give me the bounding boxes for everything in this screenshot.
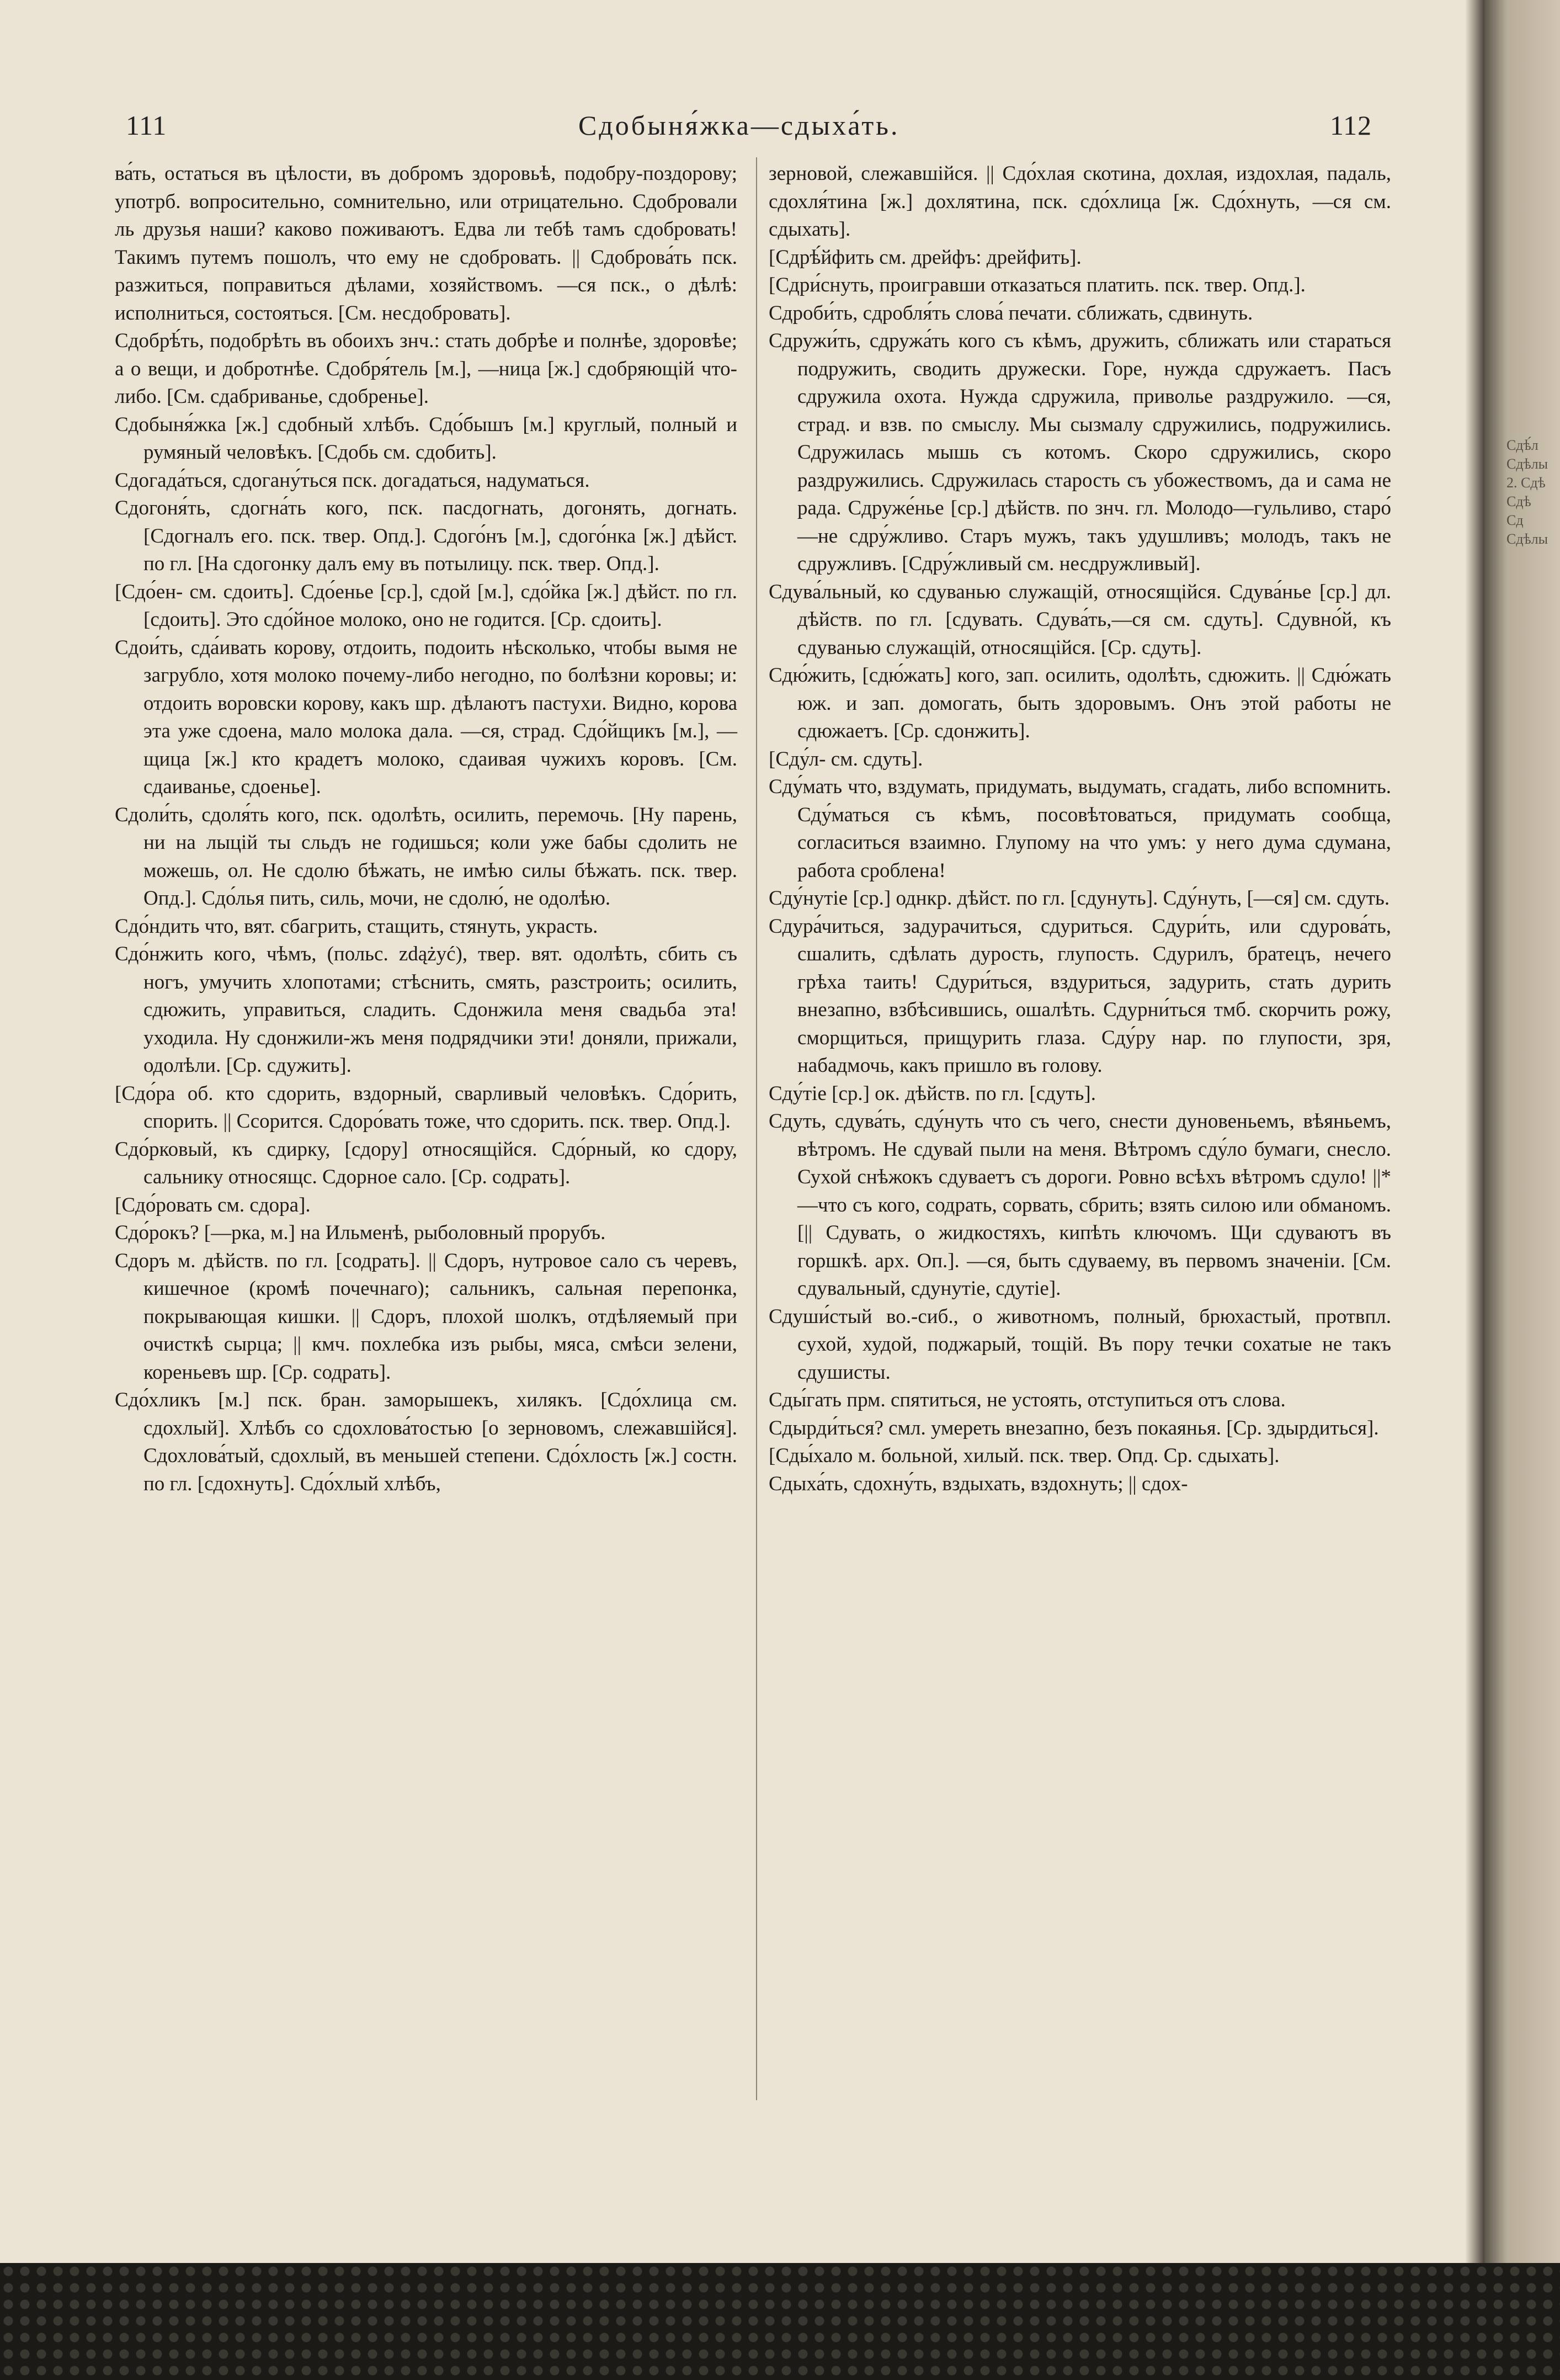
dictionary-entry: [Сдо́ен- см. сдоить]. Сдо́енье [ср.], сдой [м.], сдо́йка [ж.] дѣйст. по гл. [сдоить]. Это сдо́йное молоко, оно не годится. [Ср. сдоить]. [115, 580, 737, 631]
dictionary-entry: Сдуть, сдува́ть, сду́нуть что съ чего, снести дуновеньемъ, вѣяньемъ, вѣтромъ. Не сдувай пыли на меня. Вѣтромъ сду́ло бумаги, снесло. Сухой снѣжокъ сдуваетъ съ дороги. Ровно всѣхъ вѣтромъ сдуло! ||*—что съ кого, содрать, сорвать, сбрить; взять силою или обманомъ. [|| Сдувать, о жидкостяхъ, кипѣть ключомъ. Щи сдуваютъ въ горшкѣ. арх. Оп.]. —ся, быть сдуваему, въ первомъ значеніи. [См. сдувальный, сдунутіе, сдутіе]. [769, 1110, 1391, 1300]
dictionary-entry: [Сды́хало м. больной, хилый. пск. твер. Опд. Ср. сдыхать]. [769, 1444, 1280, 1467]
dictionary-entry: ва́ть, остаться въ цѣлости, въ добромъ здоровьѣ, подобру-поздорову; употрб. вопросительно, сомнительно, или отрицательно. Сдобровали ль друзья наши? каково поживаютъ. Едва ли тебѣ тамъ сдобровать! Такимъ путемъ пошолъ, что ему не сдобровать. || Сдоброва́ть пск. разжиться, поправиться дѣлами, хозяйствомъ. —ся пск., о дѣлѣ: исполниться, состояться. [См. несдобровать]. [115, 162, 737, 325]
dictionary-entry: Сдружи́ть, сдружа́ть кого съ кѣмъ, дружить, сближать или стараться подружить, сводить дружески. Горе, нужда сдружаетъ. Пасъ сдружила охота. Нужда сдружила, приволье раздружило. —ся, страд. и взв. по смыслу. Мы сызмалу сдружились, подружились. Сдружилась мышь съ котомъ. Скоро сдружились, скоро раздружились. Сдружилась старость съ убожествомъ, да и сама не рада. Сдруже́нье [ср.] дѣйств. по знч. гл. Молодо—гульливо, старо́—не сдру́жливо. Старъ мужъ, такъ удушливъ; молодъ, такъ не сдружливъ. [Сдру́жливый см. несдружливый]. [769, 330, 1391, 575]
dictionary-entry: Сдо́рковый, къ сдирку, [сдору] относящійся. Сдо́рный, ко сдору, сальнику относящс. Сдорное сало. [Ср. содрать]. [115, 1138, 737, 1188]
dictionary-entry: Сдырди́ться? смл. умереть внезапно, безъ покаянья. [Ср. здырдиться]. [769, 1416, 1379, 1439]
dictionary-entry: Сдо́нжить кого, чѣмъ, (польс. zdążyć), твер. вят. одолѣть, сбить съ ногъ, умучить хлопотами; стѣснить, смять, разстроить; осилить, сдюжить, управиться, сладить. Сдонжила меня свадьба эта! уходила. Ну сдонжили-жъ меня подрядчики эти! доняли, прижали, одолѣли. [Ср. сдужить]. [115, 943, 737, 1077]
dictionary-entry: [Сдрѣ́йфить см. дрейфъ: дрейфить]. [769, 246, 1082, 269]
dictionary-entry: Сдоръ м. дѣйств. по гл. [содрать]. || Сдоръ, нутровое сало съ черевъ, кишечное (кромѣ почечнаго); сальникъ, сальная перепонка, покрывающая кишки. || Сдоръ, плохой шолкъ, отдѣляемый при очисткѣ сырца; || кмч. похлебка изъ рыбы, мяса, смѣси зелени, кореньевъ шр. [Ср. содрать]. [115, 1249, 737, 1384]
dictionary-entry: Сды́гать прм. спятиться, не устоять, отступиться отъ слова. [769, 1389, 1286, 1411]
next-page-text-line: Сдѣлы [1506, 456, 1548, 472]
dictionary-entry: Сдогада́ться, сдогану́ться пск. догадаться, надуматься. [115, 469, 590, 492]
dictionary-entry: Сду́нутіе [ср.] однкр. дѣйст. по гл. [сдунуть]. Сду́нуть, [—ся] см. сдуть. [769, 887, 1390, 910]
dictionary-entry: Сдыха́ть, сдохну́ть, вздыхать, вздохнуть; || сдох- [769, 1472, 1188, 1495]
next-page-text-line: Сдѣ́л [1506, 437, 1538, 453]
next-page-text-line: Сд [1506, 512, 1524, 528]
dictionary-entry: Сдура́читься, задурачиться, сдуриться. Сдури́ть, или сдурова́ть, сшалить, сдѣлать дурость, глупость. Сдурилъ, братецъ, нечего грѣха таить! Сдури́ться, вздуриться, задурить, стать дурить внезапно, взбѣсившись, ошалѣть. Сдурни́ться тмб. скорчить рожу, сморщиться, прищурить глаза. Сду́ру нар. по глупости, зря, набадмочь, какъ пришло въ голову. [769, 915, 1391, 1077]
dictionary-entry: зерновой, слежавшійся. || Сдо́хлая скотина, дохлая, издохлая, падаль, сдохля́тина [ж.] дохлятина, пск. сдо́хлица [ж. Сдо́хнуть, —ся см. сдыхать]. [769, 162, 1391, 241]
dictionary-entry: [Сдо́ровать см. сдора]. [115, 1193, 311, 1216]
page-title: Сдобыня́жка—сдыха́ть. [578, 110, 900, 141]
next-page-text-line: Сдѣ [1506, 493, 1531, 509]
next-page-edge [1484, 0, 1560, 2263]
scanner-background [0, 2263, 1560, 2380]
book-gutter [1465, 0, 1484, 2263]
page-number-right: 112 [1330, 110, 1372, 141]
dictionary-entry: Сдобрѣ́ть, подобрѣть въ обоихъ знч.: стать добрѣе и полнѣе, здоровѣе; а о вещи, и добротнѣе. Сдобря́тель [м.], —ница [ж.] сдобряющій что-либо. [См. сдабриванье, сдобренье]. [115, 330, 737, 408]
column-divider [756, 157, 757, 2100]
next-page-text-line: 2. Сдѣ [1506, 475, 1546, 491]
left-column [115, 160, 737, 1498]
dictionary-entry: Сдю́жить, [сдю́жать] кого, зап. осилить, одолѣть, сдюжить. || Сдю́жать юж. и зап. домогать, быть здоровымъ. Онъ этой работы не сдюжаетъ. [Ср. сдонжить]. [769, 664, 1391, 742]
dictionary-entry: Сдроби́ть, сдробля́ть слова́ печати. сближать, сдвинуть. [769, 301, 1253, 325]
dictionary-entry: [Сду́л- см. сдуть]. [769, 747, 923, 771]
dictionary-entry: Сдо́хликъ [м.] пск. бран. заморышекъ, хилякъ. [Сдо́хлица см. сдохлый]. Хлѣбъ со сдохлова́тостью [о зерновомъ, слежавшійся]. Сдохлова́тый, сдохлый, въ меньшей степени. Сдо́хлость [ж.] состн. по гл. [сдохнуть]. Сдо́хлый хлѣбъ, [115, 1389, 737, 1495]
dictionary-entry: Сдогоня́ть, сдогна́ть кого, пск. пасдогнать, догонять, догнать. [Сдогналъ его. пск. твер. Опд.]. Сдого́нъ [м.], сдого́нка [ж.] дѣйст. по гл. [На сдогонку далъ ему въ потылицу. пск. твер. Опд.]. [115, 497, 737, 575]
dictionary-entry: Сдои́ть, сда́ивать корову, отдоить, подоить нѣсколько, чтобы вымя не загрубло, хотя молоко почему-либо негодно, по болѣзни коровы; и: отдоить воровски корову, какъ шр. дѣлаютъ пастухи. Видно, корова эта уже сдоена, мало молока дала. —ся, страд. Сдо́йщикъ [м.], —щица [ж.] кто крадетъ молоко, сдаивая чужихъ коровъ. [См. сдаиванье, сдоенье]. [115, 636, 737, 798]
dictionary-entry: Сду́мать что, вздумать, придумать, выдумать, сгадать, либо вспомнить. Сду́маться съ кѣмъ, посовѣтоваться, придумать сообща, согласиться взаимно. Глупому на что умъ: у него дума сдумана, работа сроблена! [769, 775, 1391, 882]
dictionary-entry: Сдува́льный, ко сдуванью служащій, относящійся. Сдува́нье [ср.] дл. дѣйств. по гл. [сдувать. Сдува́ть,—ся см. сдуть]. Сдувно́й, къ сдуванью служащій, относящійся. [Ср. сдуть]. [769, 580, 1391, 659]
page-number-left: 111 [126, 110, 167, 141]
dictionary-entry: Сду́тіе [ср.] ок. дѣйств. по гл. [сдуть]. [769, 1082, 1096, 1105]
dictionary-entry: Сдобыня́жка [ж.] сдобный хлѣбъ. Сдо́бышъ [м.] круглый, полный и румяный человѣкъ. [Сдобь см. сдобить]. [115, 413, 737, 464]
next-page-text-line: Сдѣлы [1506, 531, 1548, 547]
dictionary-entry: Сдо́рокъ? [—рка, м.] на Ильменѣ, рыболовный прорубъ. [115, 1221, 606, 1244]
next-page-fragment [1506, 436, 1560, 549]
dictionary-entry: Сдоли́ть, сдоля́ть кого, пск. одолѣть, осилить, перемочь. [Ну парень, ни на лыцій ты сльдъ не годишься; коли уже бабы сдолить не можешь, ол. Не сдолю бѣжать, не имѣю силы бѣжать. пск. твер. Опд.]. Сдо́лья пить, силь, мочи, не сдолю́, не одолѣю. [115, 803, 737, 910]
dictionary-entry: Сдо́ндить что, вят. сбагрить, стащить, стянуть, украсть. [115, 915, 598, 938]
right-column [769, 160, 1391, 1498]
running-header [0, 109, 1465, 142]
dictionary-entry: [Сдо́ра об. кто сдорить, вздорный, сварливый человѣкъ. Сдо́рить, спорить. || Ссорится. Сдоро́вать тоже, что сдорить. пск. твер. Опд.]. [115, 1082, 737, 1133]
dictionary-entry: [Сдри́снуть, проигравши отказаться платить. пск. твер. Опд.]. [769, 274, 1306, 296]
dictionary-entry: Сдуши́стый во.-сиб., о животномъ, полный, брюхастый, протвпл. сухой, худой, поджарый, тощій. Въ пору течки сохатые не такъ сдушисты. [769, 1305, 1391, 1384]
